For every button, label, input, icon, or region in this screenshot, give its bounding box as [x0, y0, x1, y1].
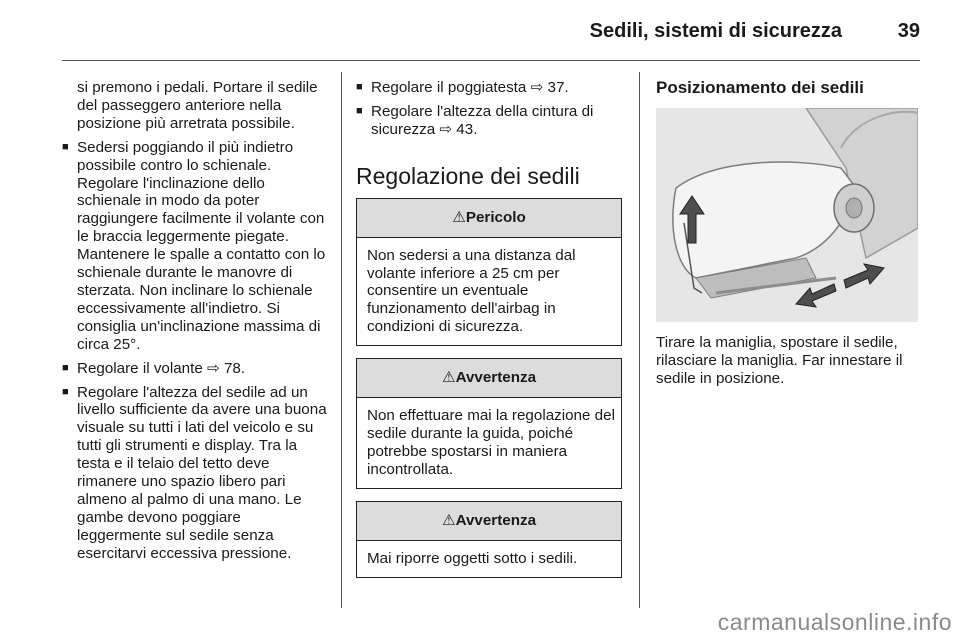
- figure-caption: Tirare la maniglia, spostare il sedile, rilasciare la maniglia. Far innestare il sedile in posizione.: [656, 333, 903, 387]
- warning-box: [356, 501, 622, 578]
- header-rule: [62, 60, 920, 61]
- box-title: Avvertenza: [455, 369, 537, 387]
- warning-box-header: [357, 502, 621, 541]
- column-divider-left: [341, 72, 342, 608]
- watermark: carmanualsonline.info: [717, 609, 952, 635]
- bullet-item: ■ Regolare l'altezza del sedile ad un livello sufficiente da avere una buona visuale su tutti i lati del veicolo e su tutti gli strumenti e display. Tra la testa e il telaio del tetto deve rimanere uno spazio libero pari almeno al palmo di una mano. Le gambe devono poggiare leggermente sul sedile senza esercitarvi eccessiva pressione.: [62, 384, 328, 563]
- warning-box: [356, 358, 622, 489]
- bullet-item: ■ Regolare l'altezza della cintura di sicurezza ⇨ 43.: [356, 103, 622, 139]
- section-title-regolazione: Regolazione dei sedili: [356, 162, 580, 189]
- column-right: [656, 79, 924, 388]
- column-divider-right: [639, 72, 640, 608]
- box-title: Pericolo: [465, 208, 526, 226]
- danger-box: [356, 198, 622, 347]
- column-middle: [356, 79, 622, 590]
- box-body: Non effettuare mai la regolazione del sedile durante la guida, poiché potrebbe spostarsi in maniera incontrollata.: [367, 407, 615, 478]
- bullet-item: ■ Regolare il volante ⇨ 78.: [62, 360, 328, 378]
- warning-triangle-icon: ⚠: [452, 208, 466, 226]
- box-title: Avvertenza: [455, 511, 537, 529]
- section-title-posizionamento: Posizionamento dei sedili: [656, 78, 864, 97]
- seat-adjustment-illustration: [656, 108, 918, 322]
- column-left: [62, 79, 328, 563]
- bullet-item: ■ Regolare il poggiatesta ⇨ 37.: [356, 79, 622, 97]
- warning-triangle-icon: ⚠: [441, 369, 456, 387]
- box-body: Mai riporre oggetti sotto i sedili.: [367, 549, 578, 567]
- danger-box-header: [357, 199, 621, 238]
- running-header-title: Sedili, sistemi di sicurezza: [589, 20, 842, 42]
- warning-box-header: [357, 359, 621, 398]
- continued-paragraph: si premono i pedali. Portare il sedile del passeggero anteriore nella posizione più arretrata possibile.: [77, 79, 318, 132]
- bullet-item: ■ Sedersi poggiando il più indietro possibile contro lo schienale. Regolare l'inclinazione dello schienale in modo da poter raggiungere facilmente il volante con le braccia leggermente piegate. Mantenere le spalle a contatto con lo schienale durante le manovre di sterzata. Non inclinare lo schienale eccessivamente all'indietro. Si consiglia un'inclinazione massima di circa 25°.: [62, 139, 328, 354]
- page-number: 39: [897, 20, 920, 42]
- box-body: Non sedersi a una distanza dal volante inferiore a 25 cm per consentire un eventuale funzionamento dell'airbag in condizioni di sicurezza.: [367, 246, 576, 336]
- warning-triangle-icon: ⚠: [441, 511, 456, 529]
